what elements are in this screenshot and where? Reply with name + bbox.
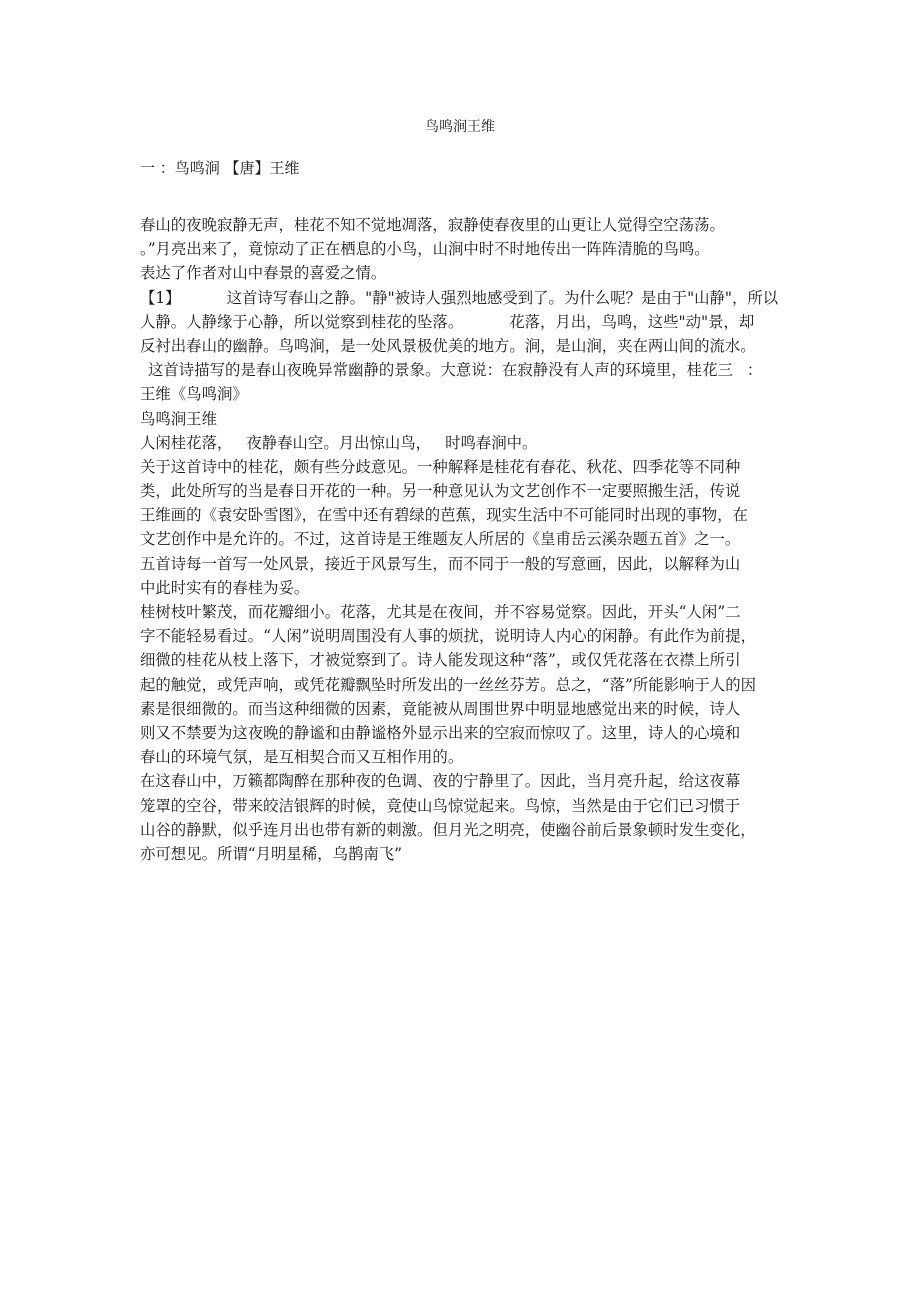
text-segment: 这首诗写春山之静。"静"被诗人强烈地感受到了。为什么呢？是由于"山静"，所以 — [226, 288, 779, 307]
text-line: 。”月亮出来了，竟惊动了正在栖息的小鸟，山涧中时不时地传出一阵阵清脆的鸟鸣。 — [140, 240, 710, 259]
footnote-marker: 【1】 — [140, 288, 181, 307]
text-line: 素是很细微的。而当这种细微的因素，竟能被从周围世界中明显地感觉出来的时候，诗人 — [140, 699, 741, 718]
text-segment: 人静。人静缘于心静，所以觉察到桂花的坠落。 — [140, 312, 464, 331]
text-line: 王维《鸟鸣涧》 — [140, 385, 248, 404]
text-line: 春山的环境气氛，是互相契合而又互相作用的。 — [140, 748, 464, 767]
poem-verse: 时鸣春涧中。 — [445, 433, 538, 452]
page-subtitle: 一 ：鸟鸣涧 【唐】王维 — [140, 159, 300, 177]
text-line: 类，此处所写的当是春日开花的一种。另一种意见认为文艺创作不一定要照搬生活，传说 — [140, 482, 741, 501]
text-line: 王维画的《袁安卧雪图》，在雪中还有碧绿的芭蕉，现实生活中不可能同时出现的事物，在 — [140, 506, 748, 525]
text-line: 反衬出春山的幽静。鸟鸣涧，是一处风景极优美的地方。涧，是山涧，夹在两山间的流水。 — [140, 336, 756, 355]
text-line: 山谷的静默，似乎连月出也带有新的刺激。但月光之明亮，使幽谷前后景象顿时发生变化， — [140, 820, 756, 839]
text-line: 五首诗每一首写一处风景，接近于风景写生，而不同于一般的写意画，因此，以解释为山 — [140, 554, 741, 573]
text-line — [140, 286, 790, 310]
text-line — [140, 310, 790, 334]
text-line: 则又不禁要为这夜晚的静谧和由静谧格外显示出来的空寂而惊叹了。这里，诗人的心境和 — [140, 723, 741, 742]
text-line: 文艺创作中是允许的。不过，这首诗是王维题友人所居的《皇甫岳云溪杂题五首》之一。 — [140, 530, 741, 549]
text-line — [140, 358, 790, 382]
text-line: 在这春山中，万籁都陶醉在那种夜的色调、夜的宁静里了。因此，当月亮升起，给这夜幕 — [140, 772, 741, 791]
text-line: 鸟鸣涧王维 — [140, 409, 217, 428]
text-line: 中此时实有的春桂为妥。 — [140, 578, 310, 597]
text-line: 春山的夜晚寂静无声，桂花不知不觉地凋落，寂静使春夜里的山更让人觉得空空荡荡。 — [140, 216, 725, 234]
text-line: 起的触觉，或凭声响，或凭花瓣飘坠时所发出的一丝丝芬芳。总之，“落”所能影响于人的因 — [140, 675, 756, 694]
text-line: 表达了作者对山中春景的喜爱之情。 — [140, 264, 387, 283]
text-line: 笼罩的空谷，带来皎洁银辉的时候，竟使山鸟惊觉起来。鸟惊，当然是由于它们已习惯于 — [140, 796, 741, 815]
text-line: 桂树枝叶繁茂，而花瓣细小。花落，尤其是在夜间，并不容易觉察。因此，开头“人闲”二 — [140, 603, 741, 621]
poem-line — [140, 431, 790, 455]
text-segment: ： — [746, 361, 763, 380]
poem-verse: 夜静春山空。月出惊山鸟， — [246, 433, 432, 452]
text-line: 细微的桂花从枝上落下，才被觉察到了。诗人能发现这种“落”，或仅凭花落在衣襟上所引 — [140, 651, 741, 670]
text-line: 关于这首诗中的桂花，颇有些分歧意见。一种解释是桂花有春花、秋花、四季花等不同种 — [140, 457, 741, 476]
article-body — [140, 213, 790, 866]
text-line: 亦可想见。所谓“月明星稀，乌鹊南飞” — [140, 844, 402, 863]
text-segment: 花落，月出，鸟鸣，这些"动"景，却 — [509, 312, 755, 331]
poem-verse: 人闲桂花落， — [140, 433, 233, 452]
text-segment: 这首诗描写的是春山夜晚异常幽静的景象。大意说：在寂静没有人声的环境里，桂花三 — [148, 361, 733, 380]
text-line: 字不能轻易看过。“人闲”说明周围没有人事的烦扰，说明诗人内心的闲静。有此作为前提， — [140, 627, 756, 646]
page-title: 鸟鸣涧王维 — [425, 119, 495, 135]
